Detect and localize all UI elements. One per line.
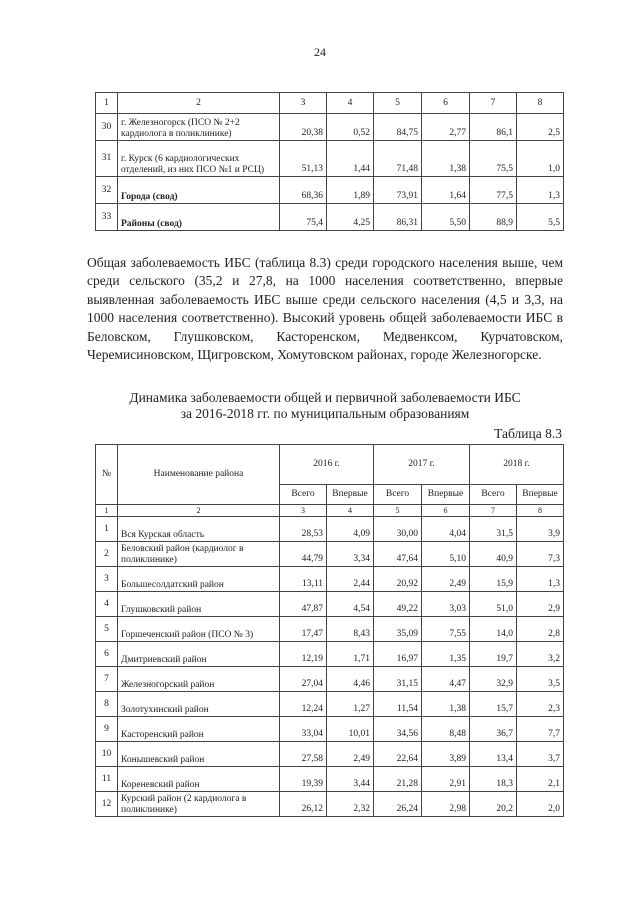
district-name: Курский район (2 кардиолога в поликлинике): [118, 792, 280, 817]
value-cell: 20,92: [374, 567, 422, 592]
table-title-line2: за 2016-2018 гг. по муниципальным образованиям: [180, 406, 470, 421]
value-cell: 0,52: [327, 114, 374, 141]
value-cell: 35,09: [374, 617, 422, 642]
value-cell: 13,4: [470, 742, 517, 767]
value-cell: 3,44: [327, 767, 374, 792]
value-cell: 3,89: [422, 742, 470, 767]
value-cell: 36,7: [470, 717, 517, 742]
column-number: 2: [118, 93, 280, 114]
column-number: 5: [374, 505, 422, 517]
value-cell: 7,7: [517, 717, 564, 742]
district-name: г. Курск (6 кардиологических отделений, из них ПСО №1 и РСЦ): [118, 141, 280, 177]
value-cell: 1,71: [327, 642, 374, 667]
district-name: Касторенский район: [118, 717, 280, 742]
value-cell: 68,36: [280, 177, 327, 204]
value-cell: 3,7: [517, 742, 564, 767]
table-row: [96, 592, 564, 617]
district-name: Кореневский район: [118, 767, 280, 792]
value-cell: 1,35: [422, 642, 470, 667]
col-header-number: №: [96, 445, 118, 505]
value-cell: 4,47: [422, 667, 470, 692]
district-name: Районы (свод): [118, 204, 280, 231]
table-row: [96, 617, 564, 642]
value-cell: 49,22: [374, 592, 422, 617]
value-cell: 2,49: [422, 567, 470, 592]
column-number: 7: [470, 93, 517, 114]
row-number: 30: [96, 114, 118, 141]
row-number: 9: [96, 717, 118, 742]
row-number: 11: [96, 767, 118, 792]
column-number: 3: [280, 505, 327, 517]
column-number: 4: [327, 93, 374, 114]
value-cell: 71,48: [374, 141, 422, 177]
table-8-3: [95, 444, 564, 817]
table-row: [96, 742, 564, 767]
value-cell: 1,3: [517, 567, 564, 592]
value-cell: 34,56: [374, 717, 422, 742]
table-title-line1: Динамика заболеваемости общей и первичной заболеваемости ИБС: [129, 390, 521, 405]
value-cell: 20,38: [280, 114, 327, 141]
value-cell: 12,19: [280, 642, 327, 667]
value-cell: 2,32: [327, 792, 374, 817]
value-cell: 2,1: [517, 767, 564, 792]
column-number: 1: [96, 505, 118, 517]
value-cell: 16,97: [374, 642, 422, 667]
row-number: 7: [96, 667, 118, 692]
value-cell: 77,5: [470, 177, 517, 204]
district-name: Беловский район (кардиолог в поликлинике): [118, 542, 280, 567]
value-cell: 2,3: [517, 692, 564, 717]
value-cell: 84,75: [374, 114, 422, 141]
value-cell: 3,03: [422, 592, 470, 617]
value-cell: 28,53: [280, 517, 327, 542]
district-name: Большесолдатский район: [118, 567, 280, 592]
value-cell: 19,39: [280, 767, 327, 792]
value-cell: 15,7: [470, 692, 517, 717]
value-cell: 3,5: [517, 667, 564, 692]
value-cell: 2,77: [422, 114, 470, 141]
column-number: 6: [422, 93, 470, 114]
col-header-year: 2016 г.: [280, 445, 374, 485]
value-cell: 5,50: [422, 204, 470, 231]
value-cell: 32,9: [470, 667, 517, 692]
value-cell: 31,5: [470, 517, 517, 542]
value-cell: 26,12: [280, 792, 327, 817]
value-cell: 4,04: [422, 517, 470, 542]
value-cell: 4,54: [327, 592, 374, 617]
table-label: Таблица 8.3: [494, 426, 562, 441]
column-numbers-row: [96, 505, 564, 517]
value-cell: 15,9: [470, 567, 517, 592]
value-cell: 1,44: [327, 141, 374, 177]
col-header-year: 2018 г.: [470, 445, 564, 485]
row-number: 6: [96, 642, 118, 667]
value-cell: 2,98: [422, 792, 470, 817]
column-number: 5: [374, 93, 422, 114]
value-cell: 31,15: [374, 667, 422, 692]
row-number: 32: [96, 177, 118, 204]
value-cell: 21,28: [374, 767, 422, 792]
value-cell: 11,54: [374, 692, 422, 717]
value-cell: 2,49: [327, 742, 374, 767]
value-cell: 20,2: [470, 792, 517, 817]
table-row: [96, 542, 564, 567]
value-cell: 1,38: [422, 141, 470, 177]
value-cell: 14,0: [470, 617, 517, 642]
col-header-first: Впервые: [327, 485, 374, 505]
value-cell: 86,31: [374, 204, 422, 231]
district-name: Вся Курская область: [118, 517, 280, 542]
row-number: 2: [96, 542, 118, 567]
row-number: 31: [96, 141, 118, 177]
value-cell: 7,3: [517, 542, 564, 567]
row-number: 10: [96, 742, 118, 767]
value-cell: 1,64: [422, 177, 470, 204]
district-name: Горшеченский район (ПСО № 3): [118, 617, 280, 642]
value-cell: 47,87: [280, 592, 327, 617]
table-continuation: [95, 92, 564, 231]
row-number: 8: [96, 692, 118, 717]
column-number: 8: [517, 505, 564, 517]
value-cell: 27,04: [280, 667, 327, 692]
value-cell: 12,24: [280, 692, 327, 717]
value-cell: 19,7: [470, 642, 517, 667]
column-number: 1: [96, 93, 118, 114]
column-number: 7: [470, 505, 517, 517]
table-row: [96, 692, 564, 717]
column-number: 3: [280, 93, 327, 114]
col-header-first: Впервые: [517, 485, 564, 505]
value-cell: 1,38: [422, 692, 470, 717]
value-cell: 7,55: [422, 617, 470, 642]
header-row: [96, 93, 564, 114]
column-number: 6: [422, 505, 470, 517]
value-cell: 13,11: [280, 567, 327, 592]
value-cell: 40,9: [470, 542, 517, 567]
value-cell: 88,9: [470, 204, 517, 231]
row-number: 33: [96, 204, 118, 231]
value-cell: 4,09: [327, 517, 374, 542]
value-cell: 8,48: [422, 717, 470, 742]
value-cell: 3,9: [517, 517, 564, 542]
value-cell: 17,47: [280, 617, 327, 642]
value-cell: 3,2: [517, 642, 564, 667]
row-number: 4: [96, 592, 118, 617]
value-cell: 2,5: [517, 114, 564, 141]
col-header-total: Всего: [374, 485, 422, 505]
value-cell: 73,91: [374, 177, 422, 204]
col-header-total: Всего: [280, 485, 327, 505]
value-cell: 86,1: [470, 114, 517, 141]
value-cell: 1,27: [327, 692, 374, 717]
value-cell: 26,24: [374, 792, 422, 817]
table-row: [96, 517, 564, 542]
value-cell: 51,13: [280, 141, 327, 177]
value-cell: 2,0: [517, 792, 564, 817]
value-cell: 30,00: [374, 517, 422, 542]
value-cell: 22,64: [374, 742, 422, 767]
value-cell: 5,10: [422, 542, 470, 567]
value-cell: 51,0: [470, 592, 517, 617]
district-name: Глушковский район: [118, 592, 280, 617]
value-cell: 27,58: [280, 742, 327, 767]
value-cell: 2,44: [327, 567, 374, 592]
col-header-district: Наименование района: [118, 445, 280, 505]
row-number: 3: [96, 567, 118, 592]
district-name: Конышевский район: [118, 742, 280, 767]
value-cell: 2,8: [517, 617, 564, 642]
value-cell: 2,9: [517, 592, 564, 617]
table-row: [96, 177, 564, 204]
table-row: [96, 204, 564, 231]
col-header-first: Впервые: [422, 485, 470, 505]
value-cell: 44,79: [280, 542, 327, 567]
district-name: Железногорский район: [118, 667, 280, 692]
row-number: 1: [96, 517, 118, 542]
body-paragraph: Общая заболеваемость ИБС (таблица 8.3) среди городского населения выше, чем среди сельского (35,2 и 27,8, на 1000 населения соответственно, впервые выявленная заболеваемость ИБС выше среди сельского населения (4,5 и 3,3, на 1000 населения соответственно). Высокий уровень общей заболеваемости ИБС в Беловском, Глушковском, Касторенском, Медвенксом, Курчатовском, Черемисиновском, Щигровском, Хомутовском районах, городе Железногорске.: [87, 255, 563, 363]
column-number: 8: [517, 93, 564, 114]
row-number: 12: [96, 792, 118, 817]
value-cell: 1,89: [327, 177, 374, 204]
value-cell: 8,43: [327, 617, 374, 642]
value-cell: 3,34: [327, 542, 374, 567]
col-header-total: Всего: [470, 485, 517, 505]
col-header-year: 2017 г.: [374, 445, 470, 485]
table-row: [96, 567, 564, 592]
table-row: [96, 767, 564, 792]
value-cell: 1,3: [517, 177, 564, 204]
value-cell: 4,46: [327, 667, 374, 692]
column-number: 4: [327, 505, 374, 517]
value-cell: 75,4: [280, 204, 327, 231]
value-cell: 4,25: [327, 204, 374, 231]
value-cell: 18,3: [470, 767, 517, 792]
table-row: [96, 114, 564, 141]
value-cell: 5,5: [517, 204, 564, 231]
table-row: [96, 642, 564, 667]
table-row: [96, 717, 564, 742]
value-cell: 2,91: [422, 767, 470, 792]
value-cell: 1,0: [517, 141, 564, 177]
value-cell: 10,01: [327, 717, 374, 742]
column-number: 2: [118, 505, 280, 517]
value-cell: 33,04: [280, 717, 327, 742]
district-name: г. Железногорск (ПСО № 2+2 кардиолога в поликлинике): [118, 114, 280, 141]
district-name: Города (свод): [118, 177, 280, 204]
table-row: [96, 141, 564, 177]
value-cell: 47,64: [374, 542, 422, 567]
district-name: Дмитриевский район: [118, 642, 280, 667]
row-number: 5: [96, 617, 118, 642]
value-cell: 75,5: [470, 141, 517, 177]
table-row: [96, 667, 564, 692]
district-name: Золотухинский район: [118, 692, 280, 717]
table-row: [96, 792, 564, 817]
page-number: 24: [314, 45, 326, 59]
